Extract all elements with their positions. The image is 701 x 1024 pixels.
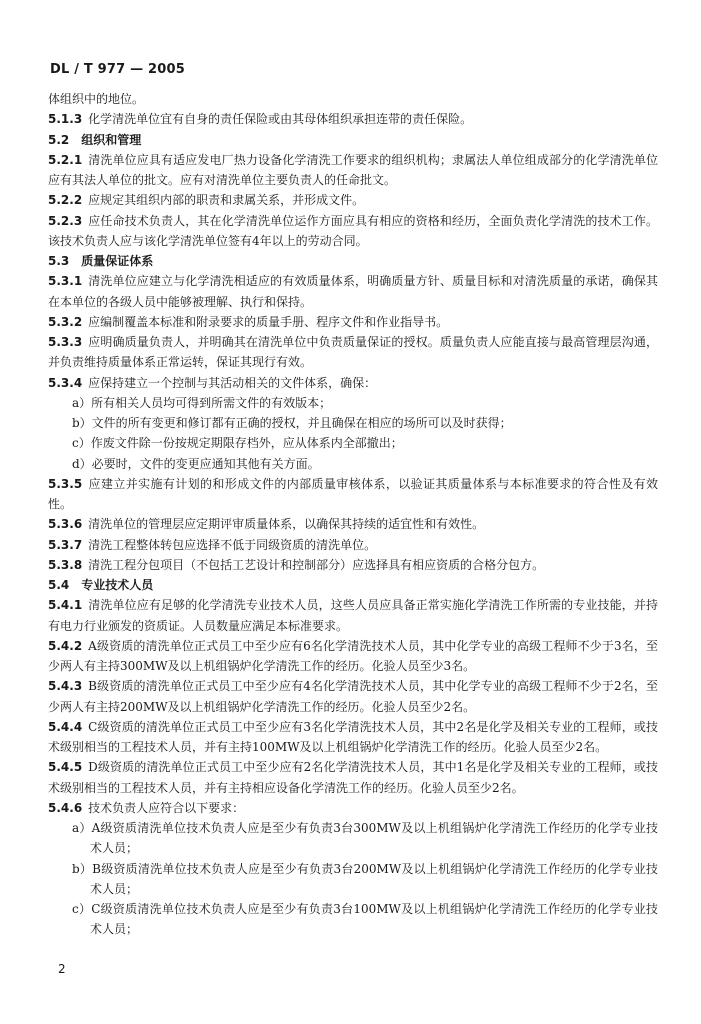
clause-number: 5.3.1 (48, 274, 83, 289)
clause-text: A级资质的清洗单位正式员工中至少应有6名化学清洗技术人员，其中化学专业的高级工程师不少于3名，至少两人有主持300MW及以上机组锅炉化学清洗工作的经历。化验人员至少3名。 (48, 638, 658, 673)
clause-paragraph (48, 150, 658, 191)
continued-text: 体组织中的地位。 (48, 92, 145, 106)
clause-paragraph (48, 555, 658, 575)
clause-number: 5.4.1 (48, 598, 83, 613)
clause-number: 5.3.6 (48, 517, 83, 532)
section-number: 5.4 (48, 578, 70, 592)
clause-paragraph (48, 717, 658, 758)
clause-paragraph (48, 373, 658, 393)
clause-text: 应保持建立一个控制与其活动相关的文件体系，确保： (88, 375, 377, 390)
section-title: 组织和管理 (81, 132, 142, 147)
clause-number: 5.4.6 (48, 800, 83, 815)
clause-paragraph (48, 798, 658, 818)
clause-text: 应建立并实施有计划的和形成文件的内部质量审核体系，以验证其质量体系与本标准要求的符合性及有效性。 (48, 476, 658, 511)
list-item: b）B级资质清洗单位技术负责人应是至少有负责3台200MW及以上机组锅炉化学清洗工作经历的化学专业技术人员； (72, 861, 658, 896)
clause-number: 5.3.5 (48, 476, 83, 491)
clause-text: 清洗单位应有足够的化学清洗专业技术人员，这些人员应具备正常实施化学清洗工作所需的专业技能，并持有电力行业颁发的资质证。人员数量应满足本标准要求。 (48, 598, 658, 633)
section-heading (48, 575, 658, 595)
list-item: b）文件的所有变更和修订都有正确的授权，并且确保在相应的场所可以及时获得； (72, 416, 512, 430)
list-item: c）作废文件除一份按规定期限存档外，应从体系内全部撤出； (72, 436, 403, 451)
page-number: 2 (58, 962, 66, 976)
clause-number: 5.1.3 (48, 112, 83, 127)
clause-text: 清洗单位应建立与化学清洗相适应的有效质量体系，明确质量方针、质量目标和对清洗质量的承诺，确保其在本单位的各级人员中能够被理解、执行和保持。 (48, 274, 658, 309)
clause-paragraph (48, 211, 658, 252)
clause-number: 5.4.4 (48, 719, 83, 734)
list-item: d）必要时，文件的变更应通知其他有关方面。 (72, 456, 320, 471)
clause-text: C级资质的清洗单位正式员工中至少应有3名化学清洗技术人员，其中2名是化学及相关专业的工程师，或技术级别相当的工程技术人员，并有主持100MW及以上机组锅炉化学清洗工作的经历。化验人员至少2名。 (48, 719, 658, 754)
clause-text: 清洗单位应具有适应发电厂热力设备化学清洗工作要求的组织机构；隶属法人单位组成部分的化学清洗单位应有其法人单位的批文。应有对清洗单位主要负责人的任命批文。 (48, 152, 658, 187)
section-title: 专业技术人员 (81, 578, 154, 592)
clause-paragraph (48, 535, 658, 555)
section-heading (48, 251, 658, 271)
section-number: 5.3 (48, 254, 70, 268)
clause-number: 5.2.1 (48, 152, 83, 167)
clause-number: 5.2.3 (48, 213, 83, 228)
list-item: a）A级资质清洗单位技术负责人应是至少有负责3台300MW及以上机组锅炉化学清洗工作经历的化学专业技术人员； (72, 821, 658, 856)
clause-number: 5.4.5 (48, 760, 83, 775)
clause-text: D级资质的清洗单位正式员工中至少应有2名化学清洗技术人员，其中1名是化学及相关专业的工程师，或技术级别相当的工程技术人员，并有主持相应设备化学清洗工作的经历。化验人员至少2名。 (48, 760, 658, 795)
clause-number: 5.2.2 (48, 193, 83, 208)
clause-text: 应明确质量负责人，并明确其在清洗单位中负责质量保证的授权。质量负责人应能直接与最高管理层沟通，并负责维持质量体系正常运转，保证其现行有效。 (48, 335, 658, 370)
standard-code-header: DL / T 977 — 2005 (50, 62, 186, 77)
section-title: 质量保证体系 (81, 254, 154, 268)
section-heading (48, 130, 658, 150)
section-number: 5.2 (48, 132, 70, 147)
clause-paragraph (48, 474, 658, 515)
list-item: a）所有相关人员均可得到所需文件的有效版本； (72, 395, 332, 410)
clause-text: 清洗工程分包项目（不包括工艺设计和控制部分）应选择具有相应资质的合格分包方。 (88, 557, 545, 572)
clause-text: 应规定其组织内部的职责和隶属关系，并形成文件。 (88, 193, 365, 208)
clause-paragraph (48, 757, 658, 798)
clause-text: 应任命技术负责人，其在化学清洗单位运作方面应具有相应的资格和经历，全面负责化学清洗的技术工作。该技术负责人应与该化学清洗单位签有4年以上的劳动合同。 (48, 213, 658, 248)
clause-paragraph (48, 514, 658, 534)
clause-number: 5.3.8 (48, 557, 83, 572)
clause-number: 5.4.3 (48, 679, 83, 694)
clause-paragraph (48, 312, 658, 332)
clause-paragraph (48, 271, 658, 312)
clause-number: 5.3.3 (48, 335, 83, 349)
clause-paragraph (48, 109, 658, 129)
clause-number: 5.3.7 (48, 537, 83, 552)
clause-paragraph (48, 595, 658, 636)
clause-paragraph (48, 676, 658, 717)
clause-paragraph (48, 636, 658, 677)
clause-number: 5.4.2 (48, 638, 83, 653)
document-body (48, 89, 658, 940)
clause-text: 清洗单位的管理层应定期评审质量体系，以确保其持续的适宜性和有效性。 (88, 517, 485, 532)
clause-text: 应编制覆盖本标准和附录要求的质量手册、程序文件和作业指导书。 (88, 314, 449, 329)
clause-text: 化学清洗单位宜有自身的责任保险或由其母体组织承担连带的责任保险。 (88, 112, 473, 127)
clause-paragraph (48, 332, 658, 373)
clause-number: 5.3.4 (48, 375, 83, 390)
clause-text: B级资质的清洗单位正式员工中至少应有4名化学清洗技术人员，其中化学专业的高级工程师不少于2名，至少两人有主持200MW及以上机组锅炉化学清洗工作的经历。化验人员至少2名。 (48, 679, 658, 714)
list-item: c）C级资质清洗单位技术负责人应是至少有负责3台100MW及以上机组锅炉化学清洗工作经历的化学专业技术人员； (72, 902, 658, 937)
clause-text: 清洗工程整体转包应选择不低于同级资质的清洗单位。 (88, 537, 377, 552)
clause-paragraph (48, 190, 658, 210)
clause-number: 5.3.2 (48, 314, 83, 329)
clause-text: 技术负责人应符合以下要求： (88, 800, 245, 815)
